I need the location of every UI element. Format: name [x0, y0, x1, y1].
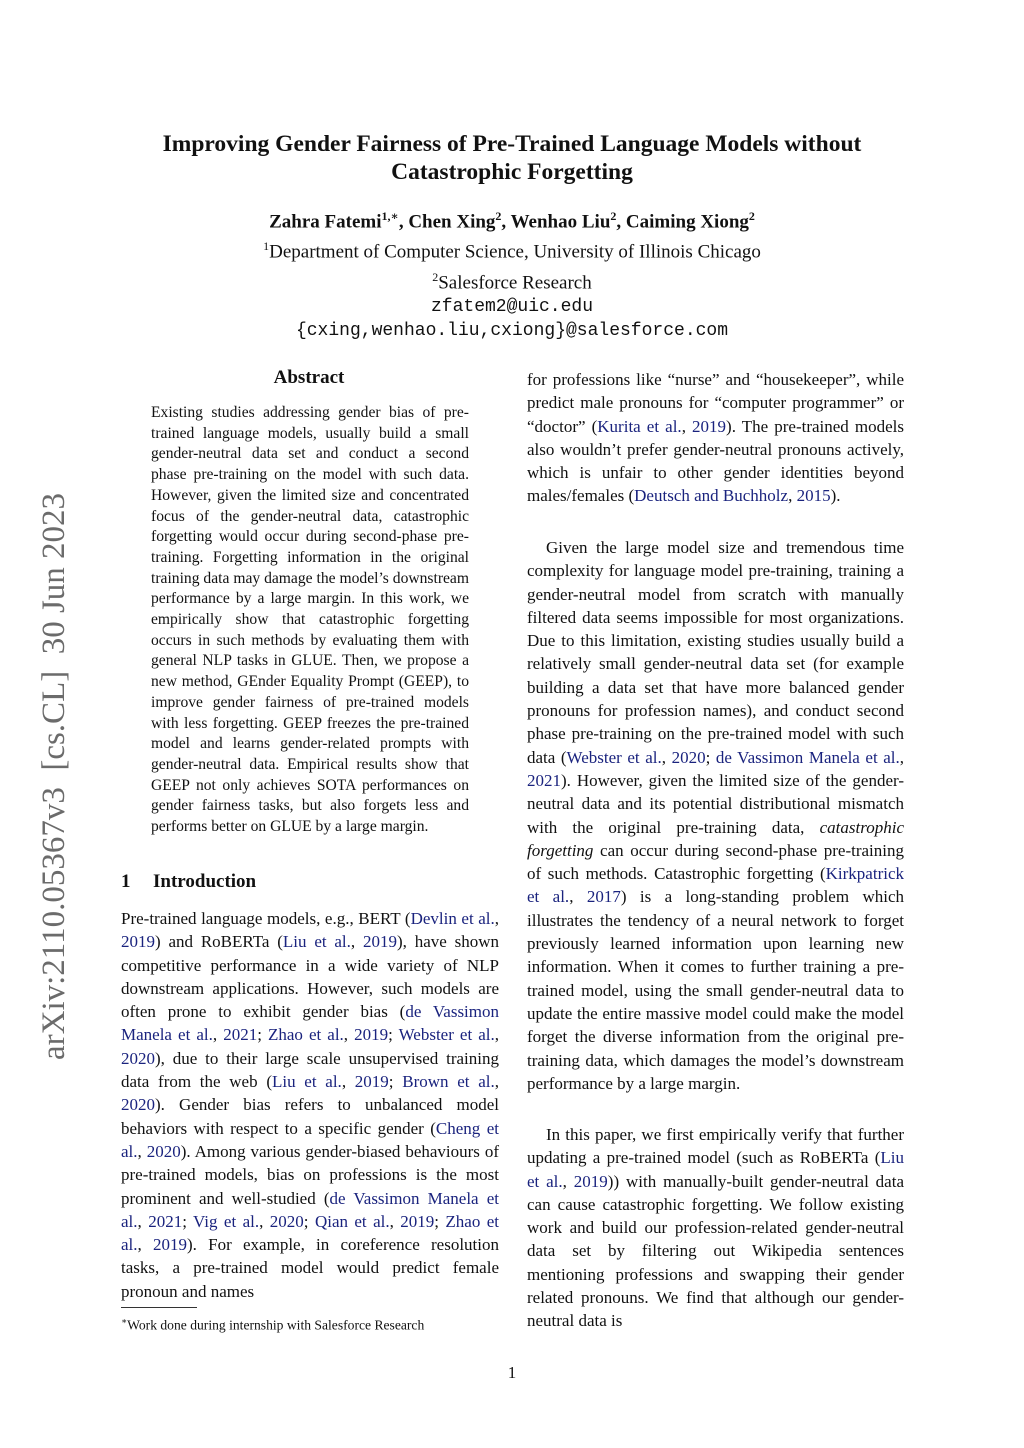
footnote-mark: ∗	[121, 1316, 128, 1326]
citation-link[interactable]: 2019	[692, 416, 727, 436]
paragraph-text: ,	[562, 1171, 574, 1191]
body-paragraph	[121, 907, 499, 1303]
citation-link[interactable]: 2020	[671, 747, 706, 767]
author-name: Chen Xing	[408, 211, 496, 233]
section-title: Introduction	[153, 871, 257, 892]
citation-link[interactable]: Zhao et al.	[267, 1025, 344, 1045]
paragraph-text: ) and RoBERTa (	[155, 932, 283, 952]
citation-link[interactable]: 2019	[354, 1072, 389, 1092]
paragraph-text: for professions like “nurse” and “housekeeper”, while predict male pronouns for “computer programmer” or “doctor” (	[527, 370, 904, 436]
citation-link[interactable]: Cheng et al.	[121, 1118, 499, 1161]
paragraph-text: can occur during second-phase pre-training of such methods. Catastrophic forgetting (	[527, 840, 904, 884]
citation-link[interactable]: de Vassimon Manela et al.	[121, 1188, 499, 1231]
affiliation-text: Salesforce Research	[438, 271, 592, 293]
body-paragraph	[527, 536, 904, 1095]
citation-link[interactable]: 2019	[354, 1025, 389, 1045]
paragraph-text: )) with manually-built gender-neutral data can cause catastrophic forgetting. We follow existing work and build our profession-related gender-neutral data set by filtering out Wikipedia sentences mentioning professions and swapping their gender related pronouns. We find that although our gender-neutral data is	[527, 1171, 904, 1331]
citation-link[interactable]: 2017	[586, 887, 621, 907]
paragraph-text: ,	[137, 1235, 154, 1255]
author-block	[100, 204, 924, 343]
paragraph-text: ,	[899, 747, 905, 767]
author-name: Caiming Xiong	[625, 211, 749, 233]
paragraph-text: ,	[350, 932, 363, 952]
paragraph-text: ,	[661, 747, 672, 767]
affiliation-mark: 2	[432, 269, 439, 284]
affiliation-mark: 1	[263, 239, 270, 254]
paragraph-text: ), due to their large scale unsupervised training data from the web (	[121, 1048, 499, 1092]
author-email: {cxing,wenhao.liu,cxiong}@salesforce.com	[295, 320, 729, 341]
arxiv-identifier-stamp: arXiv:2110.05367v3 [cs.CL] 30 Jun 2023	[36, 492, 72, 1060]
paragraph-text: ) is a long-standing problem which illustrates the tendency of a neural network to forget previously learned information upon learning new information. When it comes to further training a pre-trained model, using the small gender-neutral data to update the entire massive model could make the model forget the diverse information from the original pre-training data, which damages the model’s downstream performance by a large margin.	[527, 887, 904, 1093]
paragraph-text: ,	[569, 887, 587, 907]
affiliation	[100, 265, 924, 295]
citation-link[interactable]: Devlin et al.	[410, 909, 495, 928]
affiliation-text: Department of Computer Science, University of Illinois Chicago	[269, 241, 761, 263]
paragraph-text: ,	[494, 1072, 499, 1092]
paper-title: Improving Gender Fairness of Pre-Trained Language Models without Catastrophic Forgetting	[162, 131, 862, 185]
citation-link[interactable]: 2020	[121, 1048, 155, 1068]
paragraph-text: ;	[257, 1025, 268, 1045]
paragraph-text: ). Among various gender-biased behaviours of pre-trained models, bias on professions is the most prominent and well-studied (	[121, 1141, 499, 1208]
footnote-text: Work done during internship with Salesforce Research	[127, 1317, 425, 1333]
footnote	[121, 1313, 501, 1334]
citation-link[interactable]: 2019	[362, 932, 397, 952]
citation-link[interactable]: 2019	[400, 1211, 435, 1231]
citation-link[interactable]: 2019	[121, 932, 155, 952]
citation-link[interactable]: Liu et al.	[282, 932, 351, 952]
citation-link[interactable]: Liu et al.	[527, 1148, 904, 1191]
paragraph-text: ,	[788, 486, 797, 506]
paragraph-text: ,	[494, 1025, 500, 1045]
paragraph-text: ;	[303, 1211, 315, 1231]
citation-link[interactable]: Kurita et al.	[597, 416, 682, 436]
citation-link[interactable]: Vig et al.	[193, 1211, 260, 1231]
abstract-body: Existing studies addressing gender bias of pre-trained language models, usually build a small gender-neutral data set and conduct a second phase pre-training on the model with such data. However, given the limited size and concentrated focus of the gender-neutral data, catastrophic forgetting would occur during second-phase pre-training. Forgetting information in the original training data may damage the model’s downstream performance by a large margin. In this work, we empirically show that catastrophic forgetting occurs in such methods by evaluating them with general NLP tasks in GLUE. Then, we propose a new method, GEnder Equality Prompt (GEEP), to improve gender fairness of pre-trained models with less forgetting. GEEP freezes the pre-trained model and learns gender-related prompts with gender-neutral data. Empirical results show that GEEP not only achieves SOTA performances on gender fairness tasks, but also forgets less and performs better on GLUE by a large margin.	[151, 404, 469, 836]
paragraph-text: In this paper, we first empirically verify that further updating a pre-trained model (such as RoBERTa (	[527, 1125, 904, 1168]
citation-link[interactable]: 2020	[121, 1095, 155, 1115]
paragraph-text: ,	[212, 1025, 224, 1045]
citation-link[interactable]: Webster et al.	[398, 1025, 495, 1045]
affiliation	[100, 234, 924, 264]
citation-link[interactable]: Deutsch and Buchholz	[634, 486, 789, 506]
citation-link[interactable]: de Vassimon Manela et al.	[121, 1002, 500, 1045]
body-paragraph	[527, 368, 904, 508]
abstract-heading: Abstract	[273, 367, 345, 388]
citation-link[interactable]: Kirkpatrick et al.	[527, 864, 904, 907]
citation-link[interactable]: Qian et al.	[314, 1211, 390, 1231]
citation-link[interactable]: 2020	[146, 1141, 181, 1161]
paragraph-text: ,	[259, 1211, 270, 1231]
paragraph-text: ;	[705, 747, 716, 767]
citation-link[interactable]: Liu et al.	[271, 1072, 342, 1092]
paragraph-text: Pre-trained language models, e.g., BERT (	[121, 909, 411, 928]
citation-link[interactable]: 2019	[153, 1235, 188, 1255]
citation-link[interactable]: Webster et al.	[566, 747, 662, 767]
paragraph-text: ;	[388, 1072, 403, 1092]
paragraph-text: ;	[388, 1025, 399, 1045]
citation-link[interactable]: 2021	[527, 770, 561, 790]
paragraph-text: ). Gender bias refers to unbalanced model behaviors with respect to a specific gender (	[121, 1095, 499, 1138]
footnote-divider	[121, 1307, 197, 1308]
paragraph-text: ,	[341, 1072, 355, 1092]
citation-link[interactable]: 2020	[269, 1211, 304, 1231]
paragraph-text: ,	[681, 416, 693, 436]
paragraph-text: ). For example, in coreference resolution tasks, a pre-trained model would predict female pronoun and names	[121, 1235, 499, 1301]
author-affiliation-mark: 2	[748, 209, 755, 223]
paragraph-text: ,	[137, 1141, 147, 1161]
citation-link[interactable]: 2021	[148, 1211, 183, 1231]
paragraph-text: ;	[434, 1211, 446, 1231]
citation-link[interactable]: Zhao et al.	[121, 1211, 500, 1255]
paragraph-text: ,	[389, 1211, 401, 1231]
citation-link[interactable]: Brown et al.	[402, 1072, 495, 1092]
author-affiliation-mark: 2	[495, 209, 502, 223]
citation-link[interactable]: 2015	[796, 486, 831, 506]
paragraph-text: Given the large model size and tremendous time complexity for language model pre-training, training a gender-neutral model from scratch with manually filtered data seems impossible for most organizations. Due to this limitation, existing studies usually build a relatively small gender-neutral data set (for example building a data set that have more balanced gender pronouns for profession names), and conduct second phase pre-training on the pre-trained model with such data (	[527, 538, 904, 767]
author-affiliation-mark: 2	[610, 209, 617, 223]
emphasis-text: catastrophic forgetting	[527, 817, 904, 860]
citation-link[interactable]: 2019	[573, 1171, 608, 1191]
paragraph-text: ,	[137, 1211, 149, 1231]
author-affiliation-mark: 1,∗	[381, 209, 399, 223]
citation-link[interactable]: 2021	[223, 1025, 258, 1045]
paragraph-text: ), have shown competitive performance in a wide variety of NLP downstream applications. However, such models are often prone to exhibit gender bias (	[121, 932, 499, 1022]
section-number: 1	[121, 871, 131, 892]
section-heading	[121, 871, 256, 893]
paragraph-text: ).	[830, 486, 841, 506]
paragraph-text: ). The pre-trained models also wouldn’t prefer gender-neutral pronouns actively, which is unfair to other gender identities beyond males/females (	[527, 416, 905, 506]
paragraph-text: ;	[182, 1211, 194, 1231]
author-name: Zahra Fatemi	[269, 211, 382, 233]
author-email: zfatem2@uic.edu	[430, 296, 594, 317]
author-list: Zahra Fatemi$^{1,∗}$, Chen Xing$^2$, Wenhao Liu$^2$, Caiming Xiong$^2$	[269, 209, 755, 233]
paragraph-text: ,	[343, 1025, 355, 1045]
author-name: Wenhao Liu	[510, 211, 611, 233]
citation-link[interactable]: de Vassimon Manela et al.	[715, 747, 900, 767]
body-paragraph	[527, 1123, 904, 1333]
page-number: 1	[507, 1363, 517, 1382]
paragraph-text: ). However, given the limited size of the gender-neutral data and its potential distributional mismatch with the original pre-training data,	[527, 770, 904, 837]
paragraph-text: ,	[494, 909, 500, 928]
